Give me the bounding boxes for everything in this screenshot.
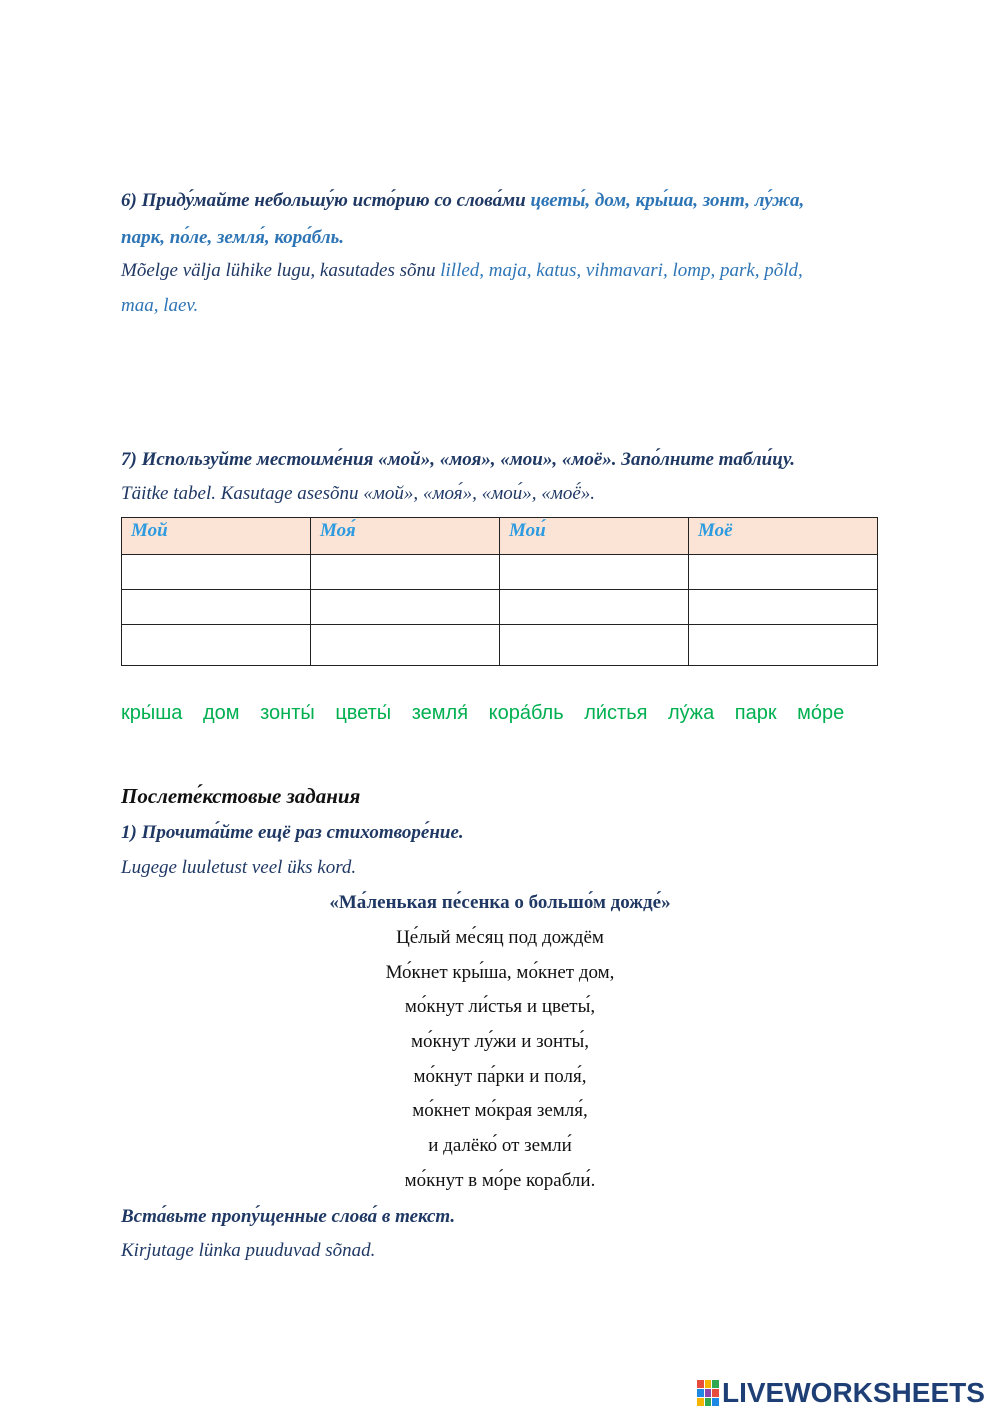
table-header-cell: Мой — [122, 518, 311, 555]
poem-line: Це́лый ме́сяц под дождём — [396, 927, 604, 948]
task2-ru: Вста́вьте пропу́щенные слова́ в текст. — [121, 1206, 456, 1227]
poem-line: мо́кнут в мо́ре корабли́. — [404, 1170, 596, 1191]
table-header-cell: Моя́ — [311, 518, 500, 555]
task6-et-line1 — [121, 260, 803, 282]
table-row — [122, 590, 878, 625]
task2-et: Kirjutage lünka puuduvad sõnad. — [121, 1240, 376, 1261]
task6-ru-prefix: 6) Приду́майте небольшу́ю исто́рию со слова́ми — [121, 190, 531, 211]
answer-cell[interactable] — [311, 555, 500, 590]
word-bank-item[interactable]: кры́ша — [121, 702, 183, 724]
word-bank-item[interactable]: парк — [734, 702, 777, 724]
word-bank-item[interactable]: лу́жа — [668, 702, 715, 724]
word-bank-item[interactable]: дом — [202, 702, 240, 724]
answer-cell[interactable] — [122, 625, 311, 666]
poem-line: мо́кнут па́рки и поля́, — [413, 1066, 587, 1087]
table-row — [122, 625, 878, 666]
task6-et-line2: maa, laev. — [121, 295, 199, 316]
answer-cell[interactable] — [122, 555, 311, 590]
table-header-cell: Мои́ — [500, 518, 689, 555]
answer-cell[interactable] — [689, 555, 878, 590]
task7-et: Täitke tabel. Kasutage asesõnu «мой», «моя́», «мои́», «моё́». — [121, 483, 595, 504]
answer-cell[interactable] — [500, 555, 689, 590]
word-bank — [121, 702, 859, 725]
task6-et-prefix: Mõelge välja lühike lugu, kasutades sõnu — [121, 260, 441, 281]
answer-cell[interactable] — [122, 590, 311, 625]
pronoun-table — [121, 517, 878, 666]
word-bank-item[interactable]: зонты́ — [260, 702, 315, 724]
task1-et: Lugege luuletust veel üks kord. — [121, 857, 357, 878]
answer-cell[interactable] — [500, 625, 689, 666]
table-row — [122, 555, 878, 590]
task6-ru-line2: парк, по́ле, земля́, кора́бль. — [121, 227, 344, 248]
word-bank-item[interactable]: мо́ре — [797, 702, 845, 724]
word-bank-item[interactable]: ли́стья — [584, 702, 648, 724]
section-heading: Послете́кстовые задания — [121, 784, 361, 808]
poem-line: мо́кнут ли́стья и цветы́, — [404, 996, 596, 1017]
table-header-row — [122, 518, 878, 555]
poem-line: и далёко́ от земли́ — [428, 1135, 572, 1156]
word-bank-item[interactable]: кора́бль — [488, 702, 564, 724]
poem-line: мо́кнет мо́края земля́, — [412, 1100, 588, 1121]
answer-cell[interactable] — [311, 625, 500, 666]
task6-et-words: lilled, maja, katus, vihmavari, lomp, park, põld, — [440, 260, 803, 281]
answer-cell[interactable] — [500, 590, 689, 625]
liveworksheets-logo — [697, 1378, 985, 1408]
answer-cell[interactable] — [311, 590, 500, 625]
poem-line: мо́кнут лу́жи и зонты́, — [410, 1031, 590, 1052]
task1-ru: 1) Прочита́йте ещё раз стихотворе́ние. — [121, 822, 464, 843]
logo-grid-icon — [697, 1380, 719, 1406]
poem-title: «Ма́ленькая пе́сенка о большо́м дожде́» — [329, 892, 671, 913]
task6-ru-words: цветы́, дом, кры́ша, зонт, лу́жа, — [530, 190, 805, 211]
word-bank-item[interactable]: цветы́ — [335, 702, 392, 724]
poem-line: Мо́кнет кры́ша, мо́кнет дом, — [385, 962, 615, 983]
logo-text: LIVEWORKSHEETS — [722, 1377, 985, 1408]
table-header-cell: Моё — [689, 518, 878, 555]
answer-cell[interactable] — [689, 625, 878, 666]
task6-ru-line1 — [121, 190, 804, 212]
answer-cell[interactable] — [689, 590, 878, 625]
word-bank-item[interactable]: земля́ — [411, 702, 469, 724]
task7-ru: 7) Используйте местоиме́ния «мой», «моя», «мои», «моё». Запо́лните табли́цу. — [121, 449, 796, 470]
